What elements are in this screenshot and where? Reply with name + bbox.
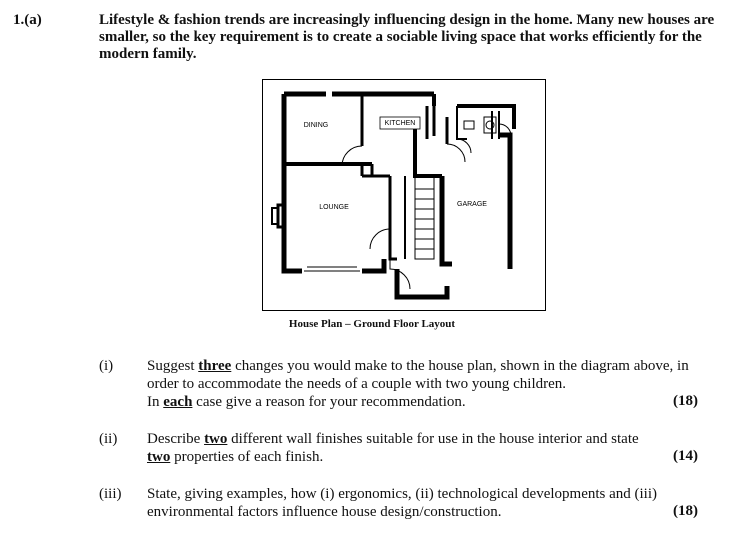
- marks-ii: (14): [673, 448, 698, 464]
- part-i-text-3: In: [147, 394, 164, 410]
- part-text-ii: [147, 430, 707, 466]
- part-ii-emphasis-2: two: [147, 449, 171, 465]
- room-label-lounge: LOUNGE: [319, 204, 349, 211]
- room-label-dining: DINING: [303, 122, 329, 129]
- question-number: 1.(a): [13, 12, 42, 28]
- part-i-text-4: case give a reason for your recommendation.: [192, 394, 466, 410]
- part-ii-emphasis-1: two: [204, 431, 228, 447]
- part-i-emphasis-2: each: [163, 394, 193, 410]
- part-i-text-1: Suggest: [147, 358, 199, 374]
- room-label-garage: GARAGE: [457, 201, 487, 208]
- part-label-iii: (iii): [99, 486, 122, 502]
- part-i-emphasis-1: three: [198, 358, 232, 374]
- part-label-ii: (ii): [99, 431, 118, 447]
- house-plan-diagram: [262, 79, 546, 311]
- part-text-i: [147, 357, 707, 411]
- part-i-text-2: changes you would make to the house plan, shown in the diagram above, in order to accommodate the needs of a couple with two young children.: [147, 358, 689, 392]
- part-label-i: (i): [99, 358, 114, 374]
- part-text-iii: State, giving examples, how (i) ergonomics, (ii) technological developments and (iii) environmental factors influence house design/construction.: [147, 486, 658, 520]
- part-ii-text-1: Describe: [147, 431, 205, 447]
- plan-caption: House Plan – Ground Floor Layout: [288, 318, 456, 330]
- room-label-kitchen: KITCHEN: [384, 120, 416, 127]
- marks-i: (18): [673, 393, 698, 409]
- part-ii-text-3: properties of each finish.: [170, 449, 324, 465]
- question-intro: Lifestyle & fashion trends are increasingly influencing design in the home. Many new houses are smaller, so the key requirement is to create a sociable living space that works efficiently for the modern family.: [99, 12, 715, 62]
- part-ii-text-2: different wall finishes suitable for use in the house interior and state: [227, 431, 639, 447]
- marks-iii: (18): [673, 503, 698, 519]
